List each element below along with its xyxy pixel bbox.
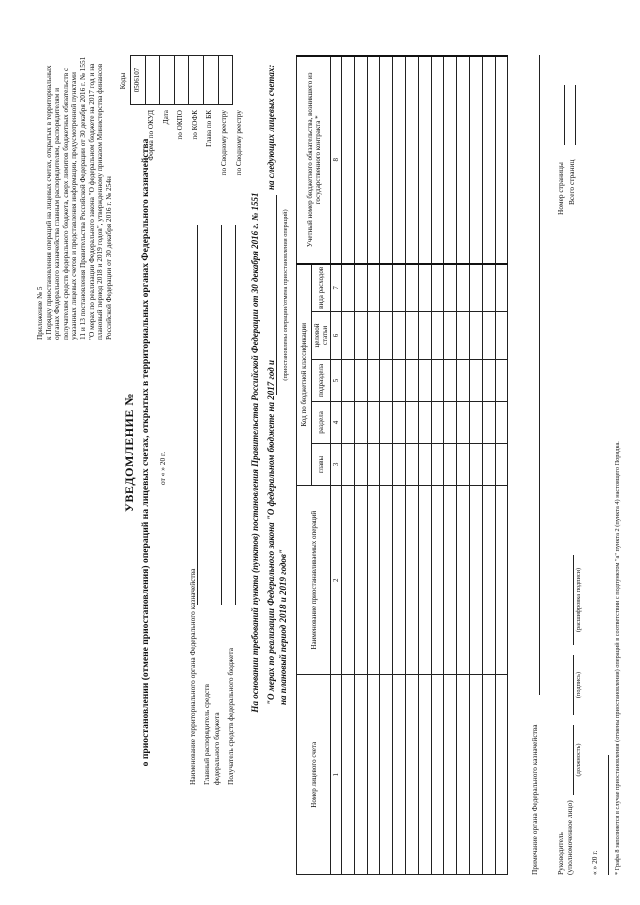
table-cell — [418, 312, 431, 360]
table-cell — [354, 264, 367, 312]
table-cell — [469, 485, 482, 675]
table-cell — [457, 485, 470, 675]
recipient-line — [235, 225, 236, 605]
pages-total-line — [575, 85, 576, 145]
table-cell — [469, 56, 482, 264]
table-cell — [354, 675, 367, 875]
table-cell — [482, 675, 495, 875]
basis-blank-line — [276, 195, 277, 395]
code-registry-1 — [203, 56, 218, 104]
table-cell — [495, 264, 508, 312]
code-chapter — [188, 56, 203, 104]
table-cell — [342, 312, 355, 360]
appendix-line: указанных лицевых счетов и представления информации, предусмотренной пунктами — [69, 72, 79, 340]
table-cell — [457, 359, 470, 401]
table-cell — [393, 675, 406, 875]
appendix-line: плановый период 2018 и 2019 годов", утвержденному приказом Министерства финансов — [95, 63, 105, 340]
table-cell — [444, 485, 457, 675]
table-cell — [469, 312, 482, 360]
table-cell — [405, 312, 418, 360]
table-row — [469, 56, 482, 875]
col-number: 4 — [331, 401, 342, 443]
footnote: * Графа 8 заполняется в случае приостановления (отмены приостановления) операций в соответствии с подпунктом "а" пункта 2 (пункта 4) настоящего Порядка. — [614, 441, 621, 875]
head-label-1: Руководитель — [556, 832, 565, 875]
table-row — [418, 56, 431, 875]
table-cell — [495, 359, 508, 401]
tofk-line — [197, 225, 198, 605]
code-label: по Сводному реестру — [234, 110, 243, 176]
table-cell — [393, 401, 406, 443]
code-label: по ОКПО — [176, 110, 185, 140]
code-label: по КОФК — [190, 110, 199, 140]
decode-line — [573, 555, 574, 645]
table-cell — [405, 675, 418, 875]
appendix-line: органах Федерального казначейства главным распорядителям, распорядителям и — [52, 87, 62, 340]
code-label: Глава по БК — [205, 110, 214, 147]
table-cell — [354, 401, 367, 443]
col-header-subsection: подраздела — [312, 359, 331, 401]
table-cell — [380, 675, 393, 875]
table-cell — [444, 359, 457, 401]
table-cell — [405, 485, 418, 675]
col-header-operations: Наименование приостанавливаемых операций — [297, 485, 331, 675]
table-cell — [482, 401, 495, 443]
signature-caption: (подпись) — [575, 671, 582, 699]
table-cell — [495, 312, 508, 360]
table-cell — [444, 443, 457, 485]
table-cell — [393, 485, 406, 675]
table-cell — [393, 359, 406, 401]
basis-line-3: на плановый период 2018 и 2019 годов" — [278, 549, 288, 705]
table-cell — [495, 56, 508, 264]
signature-line — [573, 655, 574, 715]
table-cell — [418, 485, 431, 675]
table-cell — [431, 312, 444, 360]
head-label-2: (уполномоченное лицо) — [565, 800, 574, 875]
table-cell — [482, 264, 495, 312]
appendix-line: к Порядку приостановления операций на лицевых счетах, открытых в территориальных — [43, 65, 53, 340]
table-cell — [354, 485, 367, 675]
appendix-header — [36, 10, 113, 340]
col-number: 6 — [331, 312, 342, 360]
table-cell — [444, 312, 457, 360]
table-cell — [367, 401, 380, 443]
table-cell — [393, 312, 406, 360]
table-cell — [354, 443, 367, 485]
table-cell — [469, 264, 482, 312]
note-label: Примечание органа Федерального казначейства — [530, 724, 539, 875]
table-cell — [469, 675, 482, 875]
decode-caption: (расшифровка подписи) — [575, 567, 582, 633]
table-cell — [405, 56, 418, 264]
page-number-label: Номер страницы — [556, 162, 565, 215]
table-cell — [431, 264, 444, 312]
basis-line-1: На основании требований пункта (пунктов) постановления Правительства Российской Федерации от 30 декабря 2016 г. № 1551 — [250, 192, 260, 713]
codes-header: Коды — [118, 72, 127, 90]
table-cell — [457, 675, 470, 875]
table-body — [342, 56, 508, 875]
table-cell — [469, 401, 482, 443]
table-cell — [457, 401, 470, 443]
table-cell — [418, 675, 431, 875]
codes-labels — [144, 110, 246, 225]
table-cell — [405, 264, 418, 312]
table-cell — [380, 359, 393, 401]
table-cell — [380, 443, 393, 485]
table-cell — [457, 443, 470, 485]
document-title: УВЕДОМЛЕНИЕ № — [122, 393, 136, 512]
col-header-bk-group: Код по бюджетной классификации — [297, 264, 312, 486]
table-cell — [354, 312, 367, 360]
table-cell — [431, 401, 444, 443]
appendix-line: Российской Федерации от 30 декабря 2016 г. № 254н — [103, 176, 113, 340]
col-number: 5 — [331, 359, 342, 401]
col-header-article: целевой статьи — [312, 312, 331, 360]
col-header-section: раздела — [312, 401, 331, 443]
table-cell — [482, 312, 495, 360]
col-number: 1 — [331, 675, 342, 875]
basis-tail: на следующих лицевых счетах: — [266, 64, 276, 190]
table-cell — [380, 485, 393, 675]
col-header-chapter: главы — [312, 443, 331, 485]
table-cell — [482, 443, 495, 485]
table-cell — [482, 485, 495, 675]
table-cell — [469, 359, 482, 401]
table-row — [457, 56, 470, 875]
col-header-account: Номер лицевого счета — [297, 675, 331, 875]
page-number-line — [564, 85, 565, 145]
table-cell — [495, 443, 508, 485]
table-cell — [418, 401, 431, 443]
code-registry-2 — [218, 56, 233, 104]
table-cell — [380, 264, 393, 312]
table-cell — [354, 56, 367, 264]
table-cell — [367, 56, 380, 264]
grbs-line — [221, 225, 222, 605]
table-cell — [457, 264, 470, 312]
table-cell — [431, 485, 444, 675]
table-cell — [495, 485, 508, 675]
table-cell — [393, 264, 406, 312]
table-row — [405, 56, 418, 875]
table-cell — [418, 264, 431, 312]
table-cell — [444, 675, 457, 875]
table-cell — [380, 401, 393, 443]
table-cell — [469, 443, 482, 485]
table-cell — [405, 443, 418, 485]
table-cell — [431, 359, 444, 401]
table-cell — [457, 312, 470, 360]
table-cell — [342, 401, 355, 443]
code-label: по Сводному реестру — [219, 110, 228, 176]
table-cell — [367, 443, 380, 485]
table-cell — [418, 359, 431, 401]
table-cell — [367, 485, 380, 675]
recipient-label: Получатель средств федерального бюджета — [226, 647, 235, 785]
table-cell — [418, 56, 431, 264]
code-kofk — [174, 56, 189, 104]
code-label: Дата — [161, 110, 170, 125]
appendix-line: получателям средств федерального бюджета, сверх лимитов бюджетных обязательств с — [60, 67, 70, 340]
accounts-table — [296, 55, 508, 875]
document-date: от « » 20 г. — [158, 451, 167, 485]
table-row — [444, 56, 457, 875]
appendix-line: Приложение № 5 — [35, 286, 44, 340]
table-row — [342, 56, 355, 875]
table-cell — [431, 56, 444, 264]
grbs-label-1: Главный распорядитель средств — [202, 684, 211, 785]
table-row — [495, 56, 508, 875]
col-number: 7 — [331, 264, 342, 312]
code-okud: 0506107 — [133, 67, 141, 93]
table-cell — [444, 401, 457, 443]
table-cell — [444, 56, 457, 264]
table-cell — [405, 359, 418, 401]
table-cell — [342, 264, 355, 312]
table-row — [380, 56, 393, 875]
table-cell — [342, 443, 355, 485]
table-cell — [495, 675, 508, 875]
position-caption: (должность) — [575, 743, 582, 777]
footer-date: « » 20 г. — [590, 850, 599, 875]
table-cell — [342, 56, 355, 264]
table-cell — [380, 56, 393, 264]
table-cell — [418, 443, 431, 485]
table-cell — [393, 443, 406, 485]
table-cell — [495, 401, 508, 443]
document-subtitle: о приостановлении (отмене приостановления) операций на лицевых счетах, открытых в территориальных органах Федерального казначейства — [140, 138, 151, 767]
table-cell — [482, 359, 495, 401]
col-header-obligation: Учетный номер бюджетного обязательства, возникшего из государственного контракта * — [297, 56, 331, 264]
tofk-label: Наименование территориального органа Федерального казначейства — [188, 568, 197, 785]
table-cell — [367, 264, 380, 312]
col-number: 2 — [331, 485, 342, 675]
code-label: Форма по ОКУД — [147, 110, 155, 161]
table-cell — [354, 359, 367, 401]
col-header-expense: вида расходов — [312, 264, 331, 312]
note-line — [539, 55, 540, 695]
pages-total-label: Всего страниц — [567, 159, 576, 205]
table-cell — [367, 359, 380, 401]
table-row — [354, 56, 367, 875]
table-cell — [380, 312, 393, 360]
table-row — [431, 56, 444, 875]
position-line — [573, 725, 574, 795]
grbs-label-2: федерального бюджета — [212, 712, 221, 785]
col-number: 3 — [331, 443, 342, 485]
table-cell — [457, 56, 470, 264]
basis-caption: (приостановлены операции/отмена приостановления операций) — [282, 209, 289, 381]
basis-line-2: "О мерах по реализации Федерального закона "О федеральном бюджете на 2017 год и — [266, 360, 276, 705]
table-row — [393, 56, 406, 875]
table-cell — [431, 443, 444, 485]
col-number: 8 — [331, 56, 342, 264]
table-row — [367, 56, 380, 875]
appendix-line: 11 и 13 постановления Правительства Российской Федерации от 30 декабря 2016 г. № 1551 — [77, 56, 87, 340]
table-cell — [431, 675, 444, 875]
table-cell — [367, 312, 380, 360]
table-cell — [405, 401, 418, 443]
footnote-separator — [608, 755, 609, 875]
table-cell — [342, 359, 355, 401]
code-okpo — [159, 56, 174, 104]
table-cell — [367, 675, 380, 875]
table-cell — [342, 485, 355, 675]
table-cell — [393, 56, 406, 264]
table-row — [482, 56, 495, 875]
appendix-line: "О мерах по реализации Федерального закона "О федеральном бюджете на 2017 год и на — [86, 63, 96, 340]
table-cell — [482, 56, 495, 264]
table-cell — [444, 264, 457, 312]
table-cell — [342, 675, 355, 875]
